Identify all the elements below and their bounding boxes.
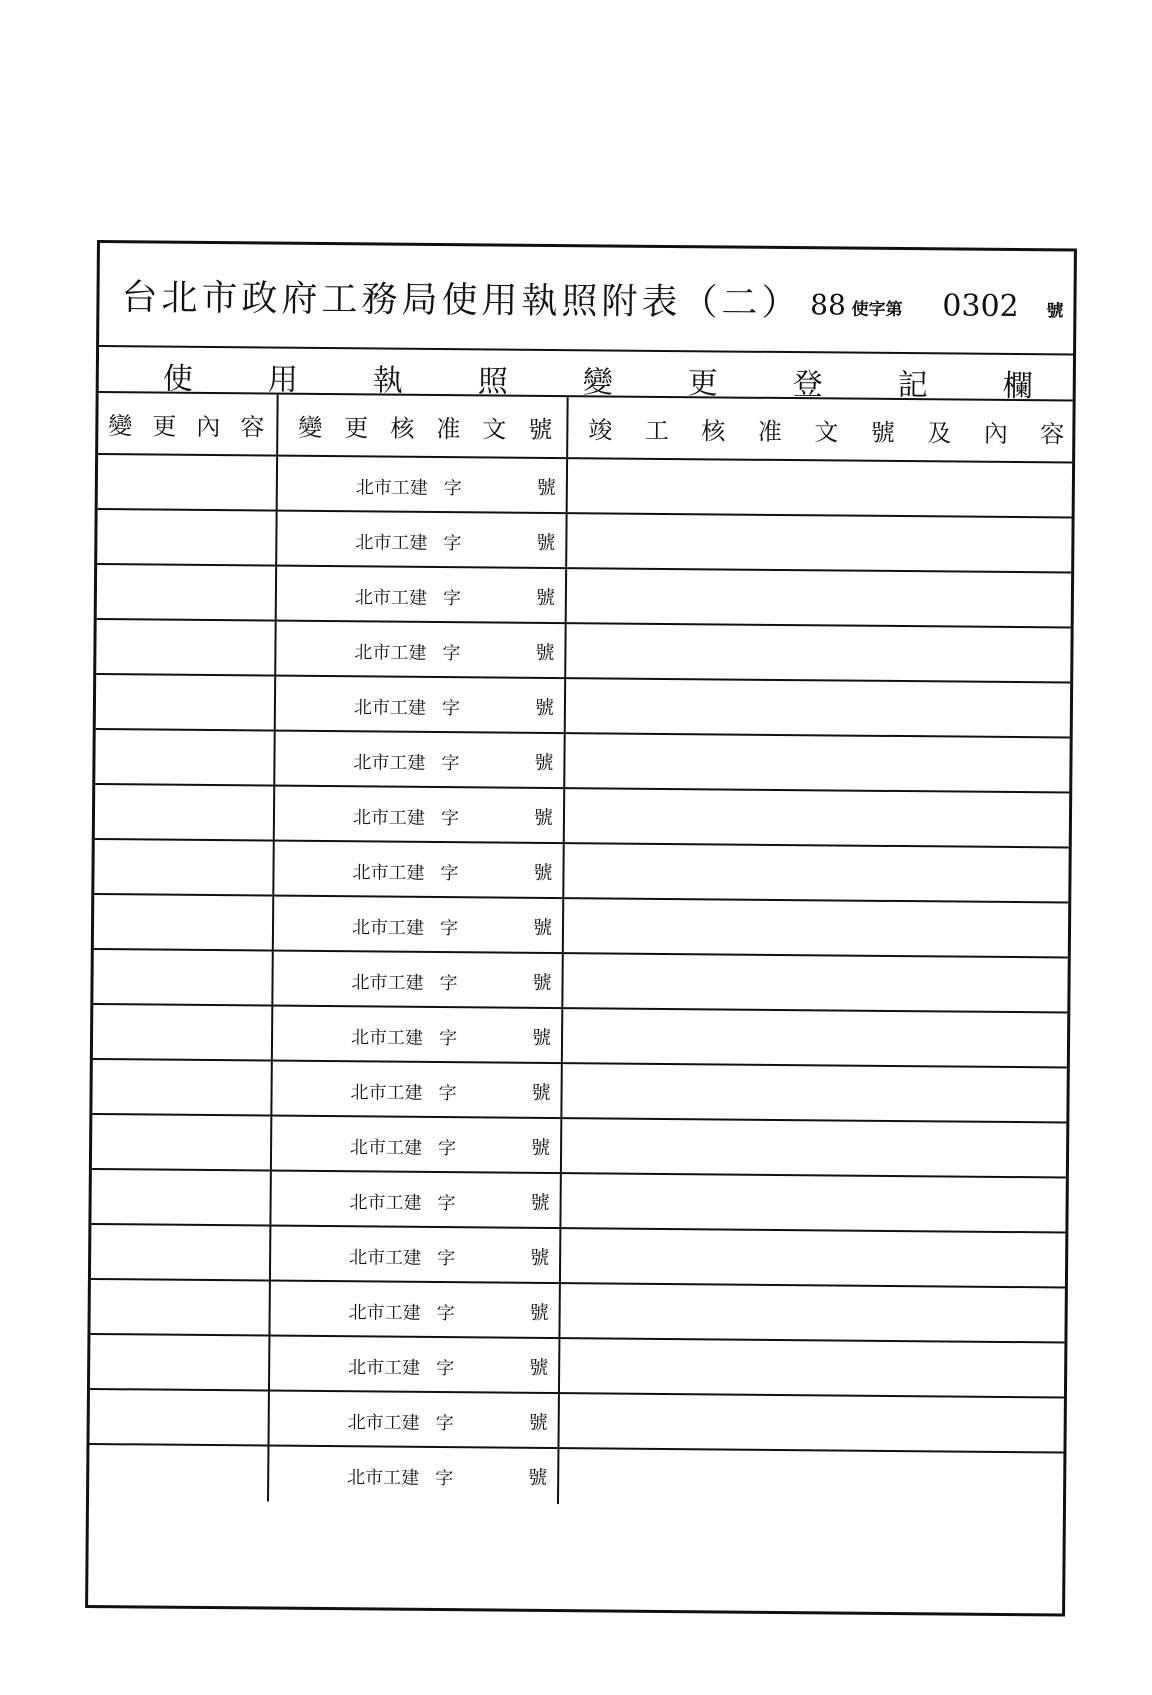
ref-prefix-text: 北市工建 <box>353 697 427 719</box>
approval-ref-cell <box>277 567 567 623</box>
record-row <box>92 1115 1066 1178</box>
approval-ref-prefix <box>350 1188 456 1215</box>
record-rows <box>89 455 1072 1508</box>
change-content-cell <box>90 1335 270 1390</box>
completion-ref-cell <box>559 1394 1069 1451</box>
header-char: 文 <box>814 417 839 446</box>
permit-change-form <box>85 240 1077 1616</box>
change-content-cell <box>94 840 274 895</box>
ref-hao-text: 號 <box>536 531 556 555</box>
record-row <box>94 840 1068 903</box>
completion-ref-cell <box>562 1064 1072 1121</box>
title-row <box>99 243 1074 355</box>
approval-ref-cell <box>275 732 565 788</box>
change-content-cell <box>97 510 277 565</box>
section-char: 用 <box>267 362 298 398</box>
approval-ref-prefix <box>354 693 460 720</box>
approval-ref-prefix <box>350 1078 456 1105</box>
ref-hao-text: 號 <box>528 1466 548 1489</box>
header-char: 號 <box>528 415 553 444</box>
change-content-cell <box>90 1280 270 1335</box>
section-char: 執 <box>372 363 403 399</box>
permit-number <box>810 287 1063 324</box>
ref-hao-text: 號 <box>533 861 553 884</box>
header-char: 竣 <box>588 415 613 445</box>
header-char: 文 <box>482 414 507 444</box>
ref-zi-text: 字 <box>435 1413 454 1435</box>
ref-zi-text: 字 <box>436 1303 455 1325</box>
header-char: 更 <box>152 411 177 441</box>
ref-zi-text: 字 <box>438 1028 458 1050</box>
approval-ref-prefix <box>352 913 458 940</box>
completion-ref-cell <box>568 459 1078 516</box>
header-char: 容 <box>240 412 265 441</box>
header-char: 容 <box>1040 419 1065 448</box>
ref-prefix-text: 北市工建 <box>352 807 426 829</box>
approval-ref-cell <box>273 952 563 1008</box>
record-row <box>90 1280 1064 1343</box>
record-row <box>91 1170 1065 1233</box>
ref-zi-text: 字 <box>443 478 462 500</box>
approval-ref-prefix <box>348 1353 454 1380</box>
ref-hao-text: 號 <box>532 971 552 994</box>
approval-ref-prefix <box>356 473 462 500</box>
ref-prefix-text: 北市工建 <box>348 1357 421 1379</box>
ref-zi-text: 字 <box>440 863 459 885</box>
ref-prefix-text: 北市工建 <box>350 1027 424 1049</box>
change-content-cell <box>93 1005 273 1060</box>
change-content-cell <box>95 730 275 785</box>
header-change-content <box>98 393 279 455</box>
record-row <box>89 1445 1063 1508</box>
header-char: 准 <box>757 417 782 446</box>
header-char: 更 <box>344 413 369 442</box>
change-content-cell <box>98 455 278 510</box>
change-content-cell <box>96 675 276 730</box>
completion-ref-cell <box>561 1174 1071 1231</box>
section-char: 使 <box>162 361 193 397</box>
ref-hao-text: 號 <box>529 1301 549 1324</box>
approval-ref-cell <box>269 1447 559 1505</box>
approval-ref-prefix <box>352 858 458 885</box>
approval-ref-cell <box>277 512 567 568</box>
completion-ref-cell <box>563 1009 1073 1066</box>
ref-hao-text: 號 <box>530 1191 550 1214</box>
completion-ref-cell <box>564 844 1074 901</box>
completion-ref-cell <box>563 954 1073 1011</box>
ref-zi-text: 字 <box>437 1248 456 1270</box>
ref-zi-text: 字 <box>438 1083 457 1105</box>
completion-ref-cell <box>565 789 1075 846</box>
approval-ref-cell <box>271 1172 561 1228</box>
record-row <box>97 510 1071 573</box>
header-char: 核 <box>701 416 726 445</box>
ref-prefix-text: 北市工建 <box>354 642 427 664</box>
record-row <box>97 565 1071 628</box>
header-char: 核 <box>390 414 415 443</box>
ref-hao-text: 號 <box>535 586 555 610</box>
change-content-cell <box>92 1060 272 1115</box>
approval-ref-cell <box>274 897 564 953</box>
record-row <box>94 895 1068 958</box>
change-content-cell <box>91 1225 271 1280</box>
ref-hao-text: 號 <box>534 751 554 775</box>
ref-hao-text: 號 <box>529 1356 549 1379</box>
completion-ref-cell <box>561 1229 1071 1286</box>
section-char: 登 <box>792 367 823 403</box>
ref-hao-text: 號 <box>534 696 555 720</box>
ref-hao-text: 號 <box>528 1411 548 1434</box>
ref-zi-text: 字 <box>441 698 461 720</box>
approval-ref-cell <box>269 1392 559 1448</box>
header-completion-ref <box>568 397 1079 461</box>
completion-ref-cell <box>559 1449 1069 1508</box>
ref-zi-text: 字 <box>437 1138 457 1160</box>
change-content-cell <box>96 620 276 675</box>
ref-hao-text: 號 <box>531 1081 551 1104</box>
change-content-cell <box>94 895 274 950</box>
completion-ref-cell <box>560 1339 1070 1396</box>
completion-ref-cell <box>565 734 1075 791</box>
approval-ref-prefix <box>348 1408 454 1435</box>
approval-ref-prefix <box>350 1133 456 1160</box>
header-char: 工 <box>644 416 669 445</box>
permit-suffix: 號 <box>1046 301 1064 322</box>
ref-zi-text: 字 <box>437 1193 456 1215</box>
approval-ref-prefix <box>349 1298 455 1325</box>
section-char: 照 <box>477 364 508 400</box>
header-approval-ref <box>278 395 569 458</box>
ref-zi-text: 字 <box>435 1467 454 1490</box>
approval-ref-cell <box>278 457 568 513</box>
ref-prefix-text: 北市工建 <box>347 1467 420 1489</box>
completion-ref-cell <box>567 514 1077 571</box>
completion-ref-cell <box>562 1119 1072 1176</box>
ref-prefix-text: 北市工建 <box>355 532 428 554</box>
ref-prefix-text: 北市工建 <box>347 1412 420 1434</box>
ref-prefix-text: 北市工建 <box>355 477 428 499</box>
ref-prefix-text: 北市工建 <box>351 972 424 994</box>
header-char: 變 <box>108 411 133 440</box>
ref-hao-text: 號 <box>530 1136 551 1159</box>
record-row <box>96 675 1070 738</box>
ref-hao-text: 號 <box>531 1026 552 1049</box>
ref-prefix-text: 北市工建 <box>351 917 425 939</box>
approval-ref-cell <box>275 787 565 843</box>
record-row <box>93 950 1067 1013</box>
change-content-cell <box>89 1445 269 1502</box>
approval-ref-prefix <box>351 1023 457 1050</box>
section-char: 變 <box>582 365 613 401</box>
ref-prefix-text: 北市工建 <box>353 752 426 774</box>
ref-hao-text: 號 <box>533 806 554 830</box>
ref-zi-text: 字 <box>439 973 458 995</box>
completion-ref-cell <box>560 1284 1070 1341</box>
column-header-row <box>98 393 1073 463</box>
completion-ref-cell <box>564 899 1074 956</box>
change-content-cell <box>90 1390 270 1445</box>
ref-hao-text: 號 <box>530 1246 550 1269</box>
record-row <box>91 1225 1065 1288</box>
ref-hao-text: 號 <box>532 916 553 939</box>
record-row <box>95 730 1069 793</box>
ref-zi-text: 字 <box>439 918 459 940</box>
ref-zi-text: 字 <box>440 808 460 830</box>
ref-hao-text: 號 <box>536 476 556 500</box>
change-content-cell <box>95 785 275 840</box>
approval-ref-cell <box>270 1337 560 1393</box>
ref-prefix-text: 北市工建 <box>354 587 427 609</box>
header-char: 及 <box>927 418 952 447</box>
change-content-cell <box>93 950 273 1005</box>
approval-ref-cell <box>272 1117 562 1173</box>
ref-prefix-text: 北市工建 <box>349 1137 423 1159</box>
ref-prefix-text: 北市工建 <box>349 1192 422 1214</box>
record-row <box>98 455 1072 518</box>
change-content-cell <box>91 1170 271 1225</box>
change-content-cell <box>97 565 277 620</box>
change-content-cell <box>92 1115 272 1170</box>
section-char: 更 <box>687 366 718 402</box>
approval-ref-prefix <box>349 1243 455 1270</box>
header-char: 內 <box>196 412 221 441</box>
ref-zi-text: 字 <box>441 753 460 775</box>
ref-prefix-text: 北市工建 <box>350 1082 423 1104</box>
approval-ref-prefix <box>347 1463 453 1490</box>
record-row <box>95 785 1069 848</box>
ref-zi-text: 字 <box>442 588 461 610</box>
permit-label: 使字第 <box>851 299 903 321</box>
approval-ref-prefix <box>351 968 457 995</box>
record-row <box>89 1390 1063 1453</box>
ref-zi-text: 字 <box>436 1358 455 1380</box>
header-char: 准 <box>436 414 461 443</box>
permit-no: 0302 <box>942 288 1019 325</box>
section-char: 記 <box>897 367 928 404</box>
form-title: 台北市政府工務局使用執照附表（二） <box>121 277 802 325</box>
approval-ref-cell <box>271 1227 561 1283</box>
ref-zi-text: 字 <box>442 643 461 665</box>
header-char: 號 <box>870 418 895 447</box>
completion-ref-cell <box>566 624 1076 681</box>
completion-ref-cell <box>567 569 1077 626</box>
approval-ref-prefix <box>353 748 459 775</box>
permit-year: 88 <box>810 288 847 322</box>
ref-prefix-text: 北市工建 <box>348 1302 421 1324</box>
approval-ref-cell <box>276 622 566 678</box>
approval-ref-cell <box>276 677 566 733</box>
approval-ref-cell <box>273 1007 563 1063</box>
approval-ref-prefix <box>355 528 461 555</box>
completion-ref-cell <box>566 679 1076 736</box>
record-row <box>92 1060 1066 1123</box>
ref-hao-text: 號 <box>535 641 555 665</box>
record-row <box>93 1005 1067 1068</box>
approval-ref-cell <box>274 842 564 898</box>
approval-ref-prefix <box>355 583 461 610</box>
ref-prefix-text: 北市工建 <box>352 862 425 884</box>
approval-ref-prefix <box>354 638 460 665</box>
section-char: 欄 <box>1002 368 1033 405</box>
approval-ref-prefix <box>353 803 459 830</box>
approval-ref-cell <box>270 1282 560 1338</box>
approval-ref-cell <box>272 1062 562 1118</box>
record-row <box>90 1335 1064 1398</box>
header-char: 變 <box>298 413 323 442</box>
record-row <box>96 620 1070 683</box>
ref-prefix-text: 北市工建 <box>349 1247 422 1269</box>
header-char: 內 <box>983 419 1008 448</box>
ref-zi-text: 字 <box>443 533 462 555</box>
